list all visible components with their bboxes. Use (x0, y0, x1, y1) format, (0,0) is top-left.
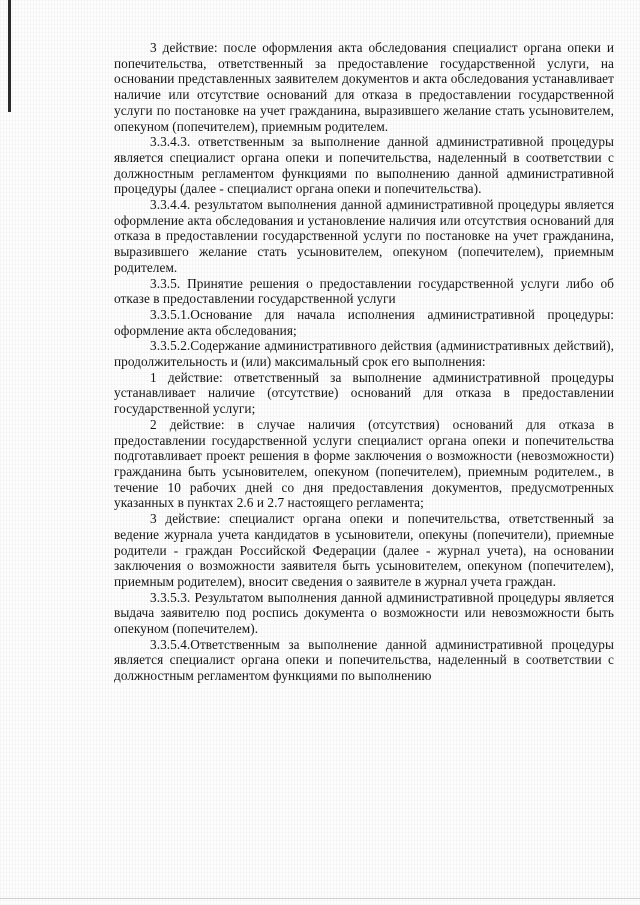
paragraph-3-3-4-4: 3.3.4.4. результатом выполнения данной административной процедуры является оформление акта обследования и установление наличия или отсутствия оснований для отказа в предоставлении государственной услуги по постановке на учет гражданина, выразившего желание стать усыновителем, опекуном (попечителем), приемным родителем. (114, 197, 614, 275)
paragraph-action-3-acceptance: 3 действие: после оформления акта обследования специалист органа опеки и попечительства, ответственный за предоставление государственной услуги, на основании представленных заявителем документов и акта обследования устанавливает наличие или отсутствие оснований для отказа в предоставлении государственной услуги по постановке на учет гражданина, выразившего желание стать усыновителем, опекуном (попечителем), приемным родителем. (114, 40, 614, 134)
paragraph-action-2: 2 действие: в случае наличия (отсутствия) оснований для отказа в предоставлении государственной услуги специалист органа опеки и попечительства подготавливает проект решения в форме заключения о возможности (невозможности) гражданина быть усыновителем, опекуном (попечителем), приемным родителем., в течение 10 рабочих дней со дня предоставления документов, предусмотренных указанных в пунктах 2.6 и 2.7 настоящего регламента; (114, 416, 614, 511)
paragraph-action-1: 1 действие: ответственный за выполнение административной процедуры устанавливает наличие (отсутствие) оснований для отказа в предоставлении государственной услуги; (114, 369, 614, 417)
paragraph-3-3-5-2: 3.3.5.2.Содержание административного действия (административных действий), продолжительность и (или) максимальный срок его выполнения: (114, 338, 614, 370)
paragraph-3-3-5-4: 3.3.5.4.Ответственным за выполнение данной административной процедуры является специалист органа опеки и попечительства, наделенный в соответствии с должностным регламентом функциями по выполнению (114, 636, 614, 684)
page-bottom-edge (0, 898, 640, 899)
paragraph-3-3-5-1: 3.3.5.1.Основание для начала исполнения административной процедуры: оформление акта обследования; (114, 306, 614, 338)
paragraph-action-3: 3 действие: специалист органа опеки и попечительства, ответственный за ведение журнала учета кандидатов в усыновители, опекуны (попечители), приемные родители - граждан Российской Федерации (далее - журнал учета), на основании заключения о возможности заявителя быть усыновителем, опекуном (попечителем), приемным родителем), вносит сведения о заявителе в журнал учета граждан. (114, 511, 614, 589)
paragraph-3-3-4-3: 3.3.4.3. ответственным за выполнение данной административной процедуры является специалист органа опеки и попечительства, наделенный в соответствии с должностным регламентом функциями по выполнению данной административной процедуры (далее - специалист органа опеки и попечительства). (114, 134, 614, 197)
paragraph-3-3-5-3: 3.3.5.3. Результатом выполнения данной административной процедуры является выдача заявителю под роспись документа о возможности или невозможности быть опекуном (попечителем). (114, 589, 614, 637)
paragraph-3-3-5: 3.3.5. Принятие решения о предоставлении государственной услуги либо об отказе в предоставлении государственной услуги (114, 275, 614, 307)
document-body (114, 40, 614, 684)
scan-edge-mark (8, 0, 11, 112)
